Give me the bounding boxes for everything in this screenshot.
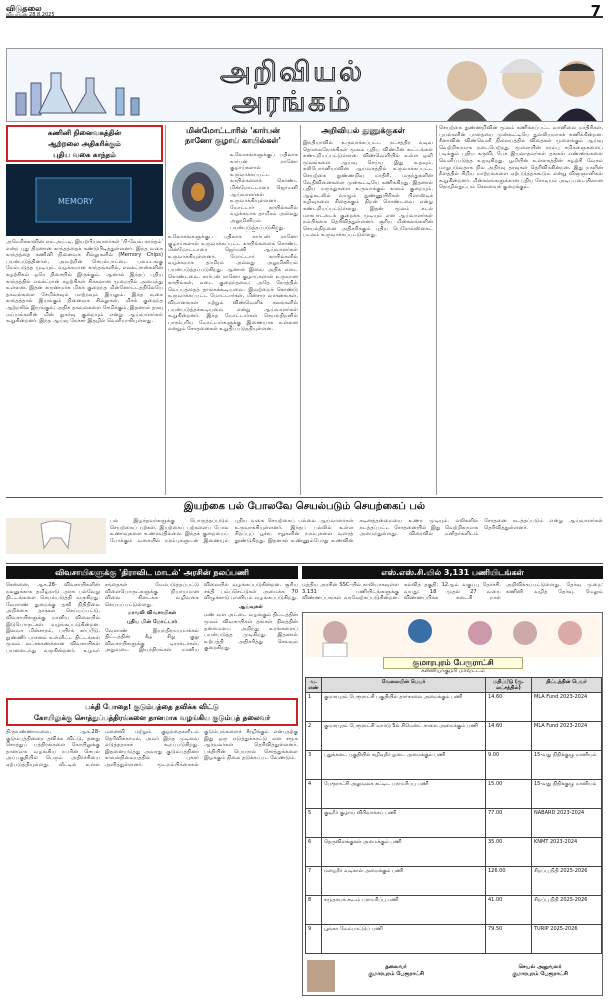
artificial-tooth-image	[6, 518, 106, 554]
article2-body-top: உலோகங்களுக்குப் பதிலாக கார்பன் நானோ குழாய்களால் உருவாக்கப்பட்ட காயில்களைக் கொண்ட மின்மோட்டாரை ஜெர்மனி ஆய்வாளர்கள் உருவாக்கியுள்ளனர். மோட்டார் காயில்களில் வழக்கமாக தாமிரம் அல்லது அலுமினியம் பயன்படுத்தப்படுகிறது.	[230, 152, 298, 231]
table-cell: பேரூராட்சி அலுவலக கட்டிட பராமரிப்பு பணி	[322, 780, 486, 809]
page-number: 7	[590, 2, 601, 20]
article7-title-box	[6, 698, 298, 726]
table-cell: 3	[306, 751, 322, 780]
memory-chip-image	[6, 164, 163, 236]
article1-title-line: கணினி நினைவகத்தின்	[47, 129, 122, 137]
table-row	[306, 693, 602, 722]
article5-subheading: புதிய மின் மோட்டார்	[126, 618, 178, 625]
leaders-photos	[305, 615, 602, 657]
article5-paragraph: சென்னை, ஆக.28- விவசாயிகளின் நலனுக்காக தமிழ்நாடு அரசு பல்வேறு திட்டங்களை செயல்படுத்தி வருகிறது. வேளாண் துறைக்கு தனி நிதிநிலை அறிக்கை தாக்கல் செய்யப்பட்டு, விவசாயிகளுக்கு மானிய விலையில் இடுபொருட்கள் வழங்கப்படுகின்றன. இலவச மின்சாரம், பயிர்க் காப்பீடு, நுண்ணீர் பாசனம் உள்ளிட்ட திட்டங்கள் மூலம் லட்சக்கணக்கான விவசாயிகள் பயனடைந்து வருகின்றனர். உழவர் சந்தைகள் மேம்படுத்தப்பட்டு விளைபொருட்களுக்கு நியாயமான விலை கிடைக்க வழிவகை செய்யப்பட்டுள்ளது.	[6, 582, 199, 654]
table-cell: 79.50	[486, 925, 532, 954]
table-row	[306, 896, 602, 925]
table-cell: MLA Fund 2023-2024	[532, 722, 602, 751]
page-header	[6, 4, 603, 18]
table-row	[306, 751, 602, 780]
table-cell: 35.00	[486, 838, 532, 867]
section-title	[157, 57, 427, 117]
ad-title: குமாரபுரம் பேரூராட்சி	[383, 657, 523, 669]
table-cell: 41.00	[486, 896, 532, 925]
article1-title-line: புதிய வகை காந்தம்	[53, 151, 116, 159]
article1-title-line: ஆற்றலை அதிகரிக்கும்	[48, 140, 121, 148]
table-cell: தெருவிளக்குகள் அமைக்கும் பணி	[322, 838, 486, 867]
svg-text:MEMORY: MEMORY	[58, 197, 94, 206]
table-cell: சமுதாயக் கூடம் பராமரிப்பு பணி	[322, 896, 486, 925]
signatory-title: செயல் அலுவலர்	[518, 964, 562, 970]
article1-title-box	[6, 125, 163, 162]
column-header: திட்டத்தின் பெயர்	[532, 678, 602, 693]
table-cell: 2	[306, 722, 322, 751]
table-row	[306, 780, 602, 809]
table-cell: 126.00	[486, 867, 532, 896]
article7-title-line: பக்தி போதை! குடும்பத்தை தவிக்க விட்டு	[85, 703, 219, 711]
newspaper-logo: விடுதலை	[6, 4, 42, 13]
table-cell: 15.00	[486, 780, 532, 809]
article3-title: அறிவியல் துணுக்குகள்	[321, 126, 405, 135]
table-cell: MLA Fund 2023-2024	[532, 693, 602, 722]
article3-body-continued: செயற்கை நுண்ணறிவின் மூலம் கணிக்கப்பட்ட வானிலை மாதிரிகள், புயல்களின் பாதையை முன்கூட்டியே துல்லியமாகக் கணிக்கின்றன. சீனாவின் விண்வெளி நிலையத்தில் விதைகள் முளைக்கும் ஆய்வு வெற்றிகரமாக நடைபெற்றது. மூளையின் நரம்பு சமிக்ஞைகளைப் படிக்கும் புதிய கருவி, பேச இயலாதவர்கள் தங்கள் எண்ணங்களை வெளிப்படுத்த உதவுகிறது. பூமியின் உள்ளகத்தின் சுழற்சி வேகம் மாறுபடுவதாக நில அதிர்வு தரவுகள் தெரிவிக்கின்றன. இது நாளின் நீளத்தில் சிறிய மாற்றங்களை ஏற்படுத்தக்கூடும் என்று விஞ்ஞானிகள் கூறுகின்றனர். மின்கலங்களுக்கான புதிய சோடியம் அடிப்படையிலான தொழில்நுட்பம் செலவைக் குறைக்கும்.	[439, 125, 603, 191]
table-cell: 1	[306, 693, 322, 722]
column-header: வ. எண்	[306, 678, 322, 693]
column-header: வேலையின் பெயர்	[322, 678, 486, 693]
table-cell: 5	[306, 809, 322, 838]
table-cell: 14.60	[486, 722, 532, 751]
table-cell: குடிநீர் குழாய் விரிவாக்கப் பணி	[322, 809, 486, 838]
table-cell: 14.60	[486, 693, 532, 722]
article5-title: விவசாயிகளுக்கு 'திராவிட மாடல்' அரசின் நலப்பணி	[6, 566, 298, 579]
article2-title	[168, 126, 298, 146]
ad-subtitle: கன்னியாகுமரி மாவட்டம்	[421, 668, 485, 674]
table-row	[306, 809, 602, 838]
article5-paragraph: மண் வள அட்டை வழங்கும் திட்டத்தின் மூலம் விவசாயிகள் தங்கள் நிலத்தின் தன்மையை அறிந்து உரங்களைப் பயன்படுத்த முடிகிறது. இதனால் உற்பத்தி அதிகரித்து செலவும் குறைகிறது.	[204, 612, 298, 652]
table-cell: TURIP 2025-2026	[532, 925, 602, 954]
table-cell: குமாரபுரம் பேரூராட்சி பகுதியில் தார்சாலை அமைக்கும் பணி	[322, 693, 486, 722]
article5-body	[6, 582, 298, 694]
article7-body: திருவண்ணாமலை, ஆக.28- குடும்பத்தினரை தவிக்க விட்டு, தனது சொத்துப் பத்திரங்களை கோயிலுக்கு தானமாக வழங்கிய நபரின் செயல் அப்பகுதியில் பெரும் அதிர்ச்சியை ஏற்படுத்தியுள்ளது. வீட்டில் உள்ள மனைவி மற்றும் குழந்தைகளிடம் தெரிவிக்காமல், அவர் இந்த முடிவை எடுத்ததாகக் கூறப்படுகிறது. இதனையடுத்து அவரது குடும்பத்தினர் காவல்நிலையத்தில் புகார் அளித்துள்ளனர். மூடநம்பிக்கைகள் குடும்பங்களைச் சீரழிக்கும் என்பதற்கு இது ஒரு எடுத்துக்காட்டு என சமூக ஆர்வலர்கள் தெரிவித்துள்ளனர். பக்தியின் பெயரால் சொத்துக்களை இழக்கும் நிலை தடுக்கப்பட வேண்டும்.	[6, 729, 298, 768]
section-title-line1: அறிவியல்	[219, 55, 365, 88]
table-cell: மழைநீர் வடிகால் அமைக்கும் பணி	[322, 867, 486, 896]
table-cell: 15-வது நிதிக்குழு மானியம்	[532, 780, 602, 809]
section-title-line2: அரங்கம்	[231, 85, 353, 118]
motor-coil-image	[168, 152, 228, 232]
tender-advertisement	[302, 612, 603, 996]
article7-title-line: கோயிலுக்கு சொத்துப்பத்திரங்களை தானமாக வழங்கிய குடும்பத் தலைவர்	[34, 714, 270, 722]
chairman-photo	[307, 960, 335, 992]
table-cell: சிறப்பு நிதி 2025-2026	[532, 896, 602, 925]
table-cell: 9	[306, 925, 322, 954]
article5-subheading: ஆய்வுகள்	[239, 603, 263, 610]
table-row	[306, 925, 602, 954]
table-cell: 8	[306, 896, 322, 925]
table-cell: குமாரபுரம் பேரூராட்சி வார்டு 5ல் சிமென்ட் சாலை அமைக்கும் பணி	[322, 722, 486, 751]
signatory-office: குமாரபுரம் பேரூராட்சி	[368, 971, 424, 977]
issue-date: வியாழன் 28.8.2025	[6, 12, 55, 18]
article4-body: பல் இழந்தவர்களுக்கு பொருத்தப்படும் செயற்கைப் பற்கள், இயற்கைப் பற்களைப் போல உணர்வுகளை உணர்வதில்லை. இந்தக் குறையைப் போக்கும் வகையில் நரம்புகளுடன் இணையும் புதிய வகை செயற்கைப் பல்லை ஆய்வாளர்கள் உருவாக்கியுள்ளனர். இந்தப் பல்லில் உள்ள சிறப்புப் பூச்சு, ஈறுகளின் நரம்புகளை வளரத் தூண்டுகிறது. இதனால் உண்ணும்போது உணவின் கடினத்தன்மையை உணர முடியும். எலிகளில் நடத்தப்பட்ட சோதனையில் இது வெற்றிகரமாக அமைந்துள்ளது. விரைவில் மனிதர்களிடம் சோதனை நடத்தப்படும் என்று ஆய்வாளர்கள் தெரிவித்துள்ளனர்.	[110, 518, 603, 544]
article5-paragraph: வேளாண் இயந்திரமயமாக்கல் திட்டத்தின் கீழ் சிறு குறு விவசாயிகளுக்கு டிராக்டர்கள், அறுவடை இயந்திரங்கள் மானிய விலையில் வழங்கப்படுகின்றன. சூரிய சக்தி பம்ப்செட்டுகள் அமைக்க 70 விழுக்காடு மானியம் வழங்கப்படுகிறது.	[105, 582, 298, 654]
signatures	[305, 958, 602, 994]
table-cell: 6	[306, 838, 322, 867]
table-row	[306, 838, 602, 867]
table-row	[306, 722, 602, 751]
table-cell: 77.00	[486, 809, 532, 838]
table-cell: NABARD 2023-2024	[532, 809, 602, 838]
column-header: மதிப்பீடு (ரூ. லட்சத்தில்)	[486, 678, 532, 693]
article3-body: இந்தியாவில் உருவாக்கப்பட்ட நட்சத்திர வடிவ தொலைநோக்கிகள் மூலம் புதிய விண்மீன் கூட்டங்கள் கண்டறியப்பட்டுள்ளன. விண்வெளியில் உள்ள ஒளி மூலங்களை ஆய்வு செய்ய இது உதவும். கலிபோர்னியாவின் ஆய்வகத்தில் உருவாக்கப்பட்ட செயற்கை நுண்ணறிவு மாதிரி, மருந்துகளின் வேதிவினைகளை முன்கூட்டியே கணிக்கிறது. இதனால் புதிய மருந்துகளை உருவாக்கும் காலம் குறையும். ஆழ்கடலில் வாழும் நுண்ணுயிரிகள் பிளாஸ்டிக் கழிவுகளை சிதைக்கும் திறன் கொண்டவை என்று கண்டறியப்பட்டுள்ளது. இதன் மூலம் கடல் மாசுபாட்டைக் குறைக்க முடியும் என ஆய்வாளர்கள் நம்பிக்கை தெரிவித்துள்ளனர். சூரிய மின்கலங்களின் செயல்திறனை அதிகரிக்கும் புதிய பெரோவ்ஸ்கைட் படலம் உருவாக்கப்பட்டுள்ளது.	[303, 140, 433, 239]
article6-body: மத்திய அரசின் SSC-யில் காலியாகவுள்ள 3,131 பணியிடங்களுக்கு விண்ணப்பங்கள் வரவேற்கப்படுகின்றன. கல்வித் தகுதி: 12ஆம் வகுப்பு தேர்ச்சி. வயது: 18 முதல் 27 வரை. விண்ணப்பிக்க கடைசி நாள் அறிவிக்கப்பட்டுள்ளது. தேர்வு முறை: கணினி வழித் தேர்வு. மேலும்	[302, 582, 603, 602]
table-cell: 4	[306, 780, 322, 809]
table-cell: 7	[306, 867, 322, 896]
article2-title-line: மின்மோட்டாரில் 'கார்பன்	[186, 126, 280, 135]
table-cell: KNMT 2023-2024	[532, 838, 602, 867]
article2-title-line: நானோ குழாய் காயில்கள்'	[185, 136, 281, 145]
scientist-portraits	[437, 51, 602, 121]
article5-subheading: மாவலி விவசாயிகள்	[127, 610, 177, 617]
lab-flasks-icon	[11, 53, 151, 117]
article2-body: உலோகங்களுக்குப் பதிலாக கார்பன் நானோ குழாய்களால் உருவாக்கப்பட்ட காயில்களைக் கொண்ட மின்மோட்டாரை ஜெர்மனி ஆய்வாளர்கள் உருவாக்கியுள்ளனர். மோட்டார் காயில்களில் வழக்கமாக தாமிரம் அல்லது அலுமினியம் பயன்படுத்தப்படுகிறது. ஆனால் இவை அதிக எடை கொண்டவை. கார்பன் நானோ குழாய்களால் உருவான காயில்கள், எடை குறைந்தவை; அதே நேரத்தில் வெப்பத்தைத் தாங்கக்கூடியவை. இவற்றைக் கொண்டு உருவாக்கப்பட்ட மோட்டார்கள், மின்சார வாகனங்கள், விமானங்கள் மற்றும் விண்வெளிக் கலங்களில் பயன்படுத்தக்கூடியவை என்று ஆய்வாளர்கள் கூறுகின்றனர். இந்த மோட்டார்கள் செயல்திறனில் பாரம்பரிய மோட்டார்களுக்கு இணையாக உள்ளன என்றும் சோதனைகள் உறுதிப்படுத்தியுள்ளன.	[168, 234, 298, 333]
table-cell: 9.00	[486, 751, 532, 780]
table-cell: 15-வது நிதிக்குழு மானியம்	[532, 751, 602, 780]
article6-title: எஸ்.எஸ்.சி.யில் 3,131 பணியிடங்கள்	[302, 566, 603, 579]
signatory-office: குமாரபுரம் பேரூராட்சி	[512, 971, 568, 977]
table-cell: பூங்கா மேம்பாட்டுப் பணி	[322, 925, 486, 954]
signatory-title: தலைவர்	[385, 964, 407, 970]
article1-body: அமெரிக்காவின் எம்.அய்.டி. இயற்பியலாளர்கள் 'பி-வேவ் காந்தம்' என்ற புது திறனான காந்தத்தைக் கண்டுபிடித்துள்ளனர். இந்த வகை காந்தத்தை கணினி நினைவக சில்லுகளில் (Memory Chips) பயன்படுத்தினால், அவற்றின் செயல்பாட்டை பலமடங்கு மேம்படுத்த முடியும். வழக்கமான காந்தங்களில், எலக்ட்ரான்களின் சுழற்சிகள் ஒரே திசையில் இருக்கும். ஆனால் இந்தப் புதிய காந்தத்தில் எலக்ட்ரான் சுழற்சிகள் சிக்கலான முறையில் அமைந்து உள்ளன. இதன் காரணமாக மிகக் குறைந்த மின்னோட்டத்திலேயே தகவல்களை சேமிக்கவும் மாற்றவும் இயலும். இந்த வகை காந்தத்தால் இயங்கும் நினைவக சில்லுகள், மிகக் குறைந்த ஆற்றலில் இயங்கும்; அதிக தகவல்களை சேமிக்கும். இதனால் தரவு மய்யங்களின் மின் நுகர்வு குறையும் என்று ஆய்வாளர்கள் கூறுகின்றனர். இந்த ஆய்வு நேச்சர் இதழில் வெளியாகியுள்ளது.	[6, 239, 163, 325]
table-cell: சிறப்பு நிதி 2025-2026	[532, 867, 602, 896]
table-cell: புதுக்கடை பகுதியில் கழிவுநீர் ஓடை அமைக்கும் பணி	[322, 751, 486, 780]
tender-table	[305, 677, 602, 954]
article4-title: இயற்கை பல் போலவே செயல்படும் செயற்கைப் பல்	[183, 501, 426, 512]
table-row	[306, 867, 602, 896]
science-section-banner	[6, 48, 603, 122]
